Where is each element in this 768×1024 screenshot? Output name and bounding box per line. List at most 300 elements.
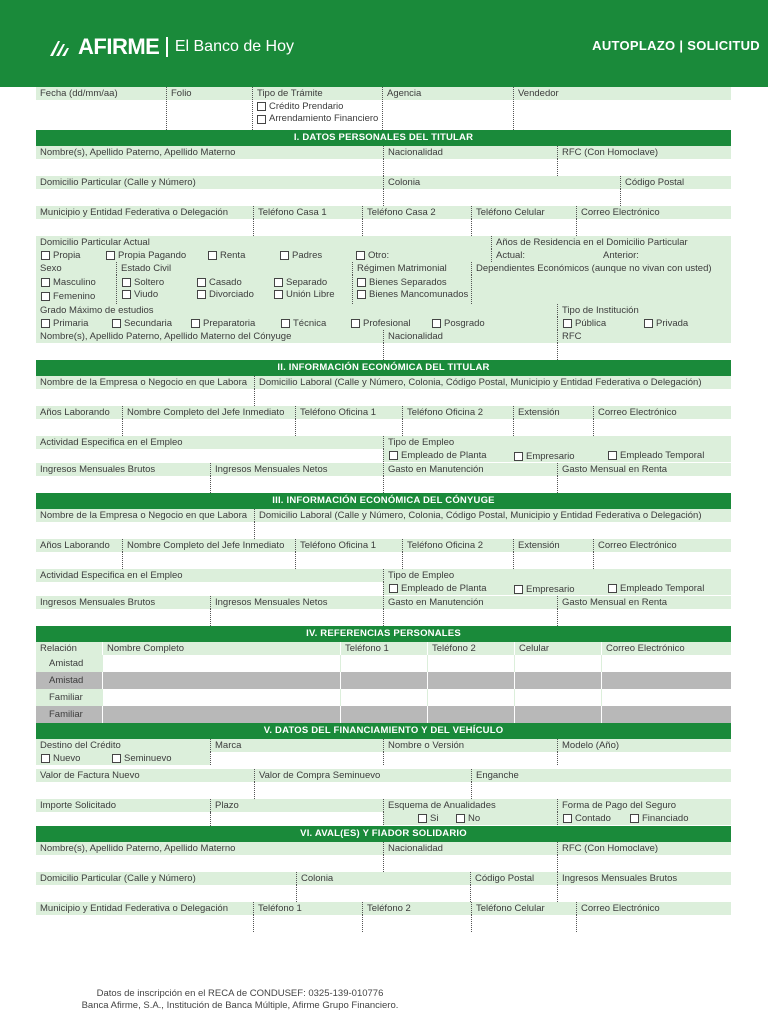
s3-row4-inputs (36, 609, 731, 626)
s1-nombre-input[interactable] (36, 159, 383, 176)
s3-planta-label: Empleado de Planta (401, 583, 487, 594)
nuevo-checkbox[interactable] (41, 754, 50, 763)
s1-cp-input[interactable] (620, 189, 731, 206)
s1-conyuge-label: Nombre(s), Apellido Paterno, Apellido Materno del Cónyuge (40, 331, 292, 342)
opt-propia[interactable] (41, 250, 80, 261)
s4-header-row (36, 642, 731, 655)
s1-correo-label: Correo Electrónico (576, 206, 731, 219)
s1-estado-civil-options (116, 275, 352, 304)
s1-tel-casa1-input[interactable] (253, 219, 362, 236)
viudo-checkbox[interactable] (122, 290, 131, 299)
s1-nacionalidad2-input[interactable] (383, 343, 557, 360)
s5-version-label: Nombre o Versión (383, 739, 557, 752)
opt-contado[interactable] (563, 813, 611, 824)
s5-importe-input[interactable] (36, 812, 210, 826)
s2-empresa-input[interactable] (36, 389, 254, 406)
s2-tipo-empleo-options (383, 449, 731, 462)
soltero-checkbox[interactable] (122, 278, 131, 287)
s2-actividad-label: Actividad Especifica en el Empleo (40, 437, 183, 448)
masculino-label: Masculino (53, 277, 96, 288)
s1-anios-label: Años de Residencia en el Domicilio Particular (491, 236, 731, 249)
ref-tel1-1[interactable] (340, 655, 427, 672)
s2-tipo-empleo-label: Tipo de Empleo (383, 436, 731, 449)
ref-tel2-1[interactable] (427, 655, 514, 672)
s2-manutencion-label: Gasto en Manutención (383, 463, 557, 476)
opt-renta[interactable] (208, 250, 245, 261)
s5-valor-factura-input[interactable] (36, 782, 254, 799)
union-libre-label: Unión Libre (286, 289, 335, 300)
s2-domicilio-input[interactable] (254, 389, 731, 406)
s1-row3-labels (36, 206, 731, 219)
s3-correo-input[interactable] (593, 552, 731, 569)
s1-nombre-label: Nombre(s), Apellido Paterno, Apellido Materno (40, 147, 236, 158)
s5-modelo-input[interactable] (557, 752, 731, 765)
s5-valor-compra-label: Valor de Compra Seminuevo (254, 769, 471, 782)
s3-jefe-label: Nombre Completo del Jefe Inmediato (122, 539, 295, 552)
financiado-checkbox[interactable] (630, 814, 639, 823)
brand-logo (48, 34, 294, 60)
s4-col-tel1: Teléfono 1 (340, 642, 427, 655)
opt-masculino[interactable] (41, 277, 96, 288)
folio-field[interactable] (166, 87, 252, 130)
s6-row2-labels (36, 872, 731, 885)
s1-vivienda-options (36, 249, 491, 262)
publica-label: Pública (575, 318, 607, 329)
s3-opt-empresario[interactable] (514, 584, 575, 595)
profesional-checkbox[interactable] (351, 319, 360, 328)
masculino-checkbox[interactable] (41, 278, 50, 287)
propia-pagando-checkbox[interactable] (106, 251, 115, 260)
s1-row5-labels (36, 262, 731, 275)
ref-celular-1[interactable] (514, 655, 601, 672)
s1-correo-input[interactable] (576, 219, 731, 236)
opt-bienes-mancomunados[interactable] (357, 289, 468, 300)
s1-row4-labels (36, 236, 731, 249)
table-row (36, 689, 731, 706)
s3-correo-label: Correo Electrónico (593, 539, 731, 552)
s5-valor-compra-input[interactable] (254, 782, 471, 799)
s6-nombre-input[interactable] (36, 855, 383, 872)
s3-netos-input[interactable] (210, 609, 383, 626)
s2-actividad-input[interactable] (36, 449, 383, 463)
preparatoria-checkbox[interactable] (191, 319, 200, 328)
section-2-header: II. INFORMACIÓN ECONÓMICA DEL TITULAR (36, 360, 731, 376)
folio-label: Folio (171, 88, 192, 99)
s3-temporal-checkbox[interactable] (608, 584, 617, 593)
s2-opt-empresario[interactable] (514, 451, 575, 462)
section-5-header: V. DATOS DEL FINANCIAMIENTO Y DEL VEHÍCULO (36, 723, 731, 739)
divorciado-label: Divorciado (209, 289, 254, 300)
s6-tel2-input[interactable] (362, 915, 471, 932)
s2-temporal-checkbox[interactable] (608, 451, 617, 460)
s5-row1-labels (36, 739, 731, 752)
ref-celular-2[interactable] (514, 672, 601, 689)
s2-row2-labels (36, 406, 731, 419)
s2-empresa-label: Nombre de la Empresa o Negocio en que Labora (40, 377, 248, 388)
s2-row4-inputs (36, 476, 731, 493)
s2-row1-labels (36, 376, 731, 389)
opt-privada[interactable] (644, 318, 688, 329)
s3-jefe-input[interactable] (122, 552, 295, 569)
opt-otro[interactable] (356, 250, 389, 261)
s6-rfc-label: RFC (Con Homoclave) (557, 842, 731, 855)
opt-padres[interactable] (280, 250, 322, 261)
s3-tipo-empleo-options (383, 582, 731, 595)
s3-empresario-label: Empresario (526, 584, 575, 595)
s3-anios-input[interactable] (36, 552, 122, 569)
s6-row1-labels (36, 842, 731, 855)
vendedor-field[interactable] (513, 87, 731, 130)
s2-manutencion-input[interactable] (383, 476, 557, 493)
s3-manutencion-input[interactable] (383, 609, 557, 626)
s1-regimen-options (352, 275, 471, 304)
s3-tel1-input[interactable] (295, 552, 402, 569)
s1-nacionalidad-input[interactable] (383, 159, 557, 176)
secundaria-checkbox[interactable] (112, 319, 121, 328)
privada-label: Privada (656, 318, 689, 329)
s1-regimen-label: Régimen Matrimonial (352, 262, 471, 275)
ref-tel2-3[interactable] (427, 689, 514, 706)
section-6-header: VI. AVAL(ES) Y FIADOR SOLIDARIO (36, 826, 731, 842)
s3-brutos-label: Ingresos Mensuales Brutos (40, 597, 156, 608)
ref-nombre-1[interactable] (102, 655, 340, 672)
s1-estado-civil-label: Estado Civil (116, 262, 352, 275)
s1-municipio-input[interactable] (36, 219, 253, 236)
s1-colonia-label: Colonia (383, 176, 620, 189)
ref-tel2-2[interactable] (427, 672, 514, 689)
s5-importe-label: Importe Solicitado (40, 800, 117, 811)
s6-cel-input[interactable] (471, 915, 576, 932)
s2-planta-checkbox[interactable] (389, 451, 398, 460)
s3-anios-label: Años Laborando (40, 540, 110, 551)
s2-brutos-input[interactable] (36, 476, 210, 493)
femenino-checkbox[interactable] (41, 292, 50, 301)
opt-preparatoria[interactable] (191, 318, 255, 329)
s3-opt-temporal[interactable] (608, 583, 704, 594)
si-label: Si (430, 813, 439, 824)
s1-domicilio-input[interactable] (36, 189, 383, 206)
credito-prendario-checkbox[interactable] (257, 102, 266, 111)
s6-domicilio-input[interactable] (36, 885, 296, 902)
s1-nacionalidad-label: Nacionalidad (383, 146, 557, 159)
nuevo-label: Nuevo (53, 753, 81, 764)
s5-version-input[interactable] (383, 752, 557, 765)
s1-tel-cel-input[interactable] (471, 219, 576, 236)
privada-checkbox[interactable] (644, 319, 653, 328)
actual-label: Actual: (496, 250, 526, 261)
s1-row5-options (36, 275, 731, 304)
s1-dom-actual-label: Domicilio Particular Actual (40, 237, 150, 248)
opt-secundaria[interactable] (112, 318, 172, 329)
opt-divorciado[interactable] (197, 289, 254, 300)
s2-empresario-checkbox[interactable] (514, 452, 523, 461)
s2-row1-inputs (36, 389, 731, 406)
opt-seminuevo[interactable] (112, 753, 172, 764)
ref-nombre-4[interactable] (102, 706, 340, 723)
s1-row7-inputs (36, 343, 731, 360)
s3-tipo-empleo-label: Tipo de Empleo (383, 569, 731, 582)
s2-jefe-input[interactable] (122, 419, 295, 436)
tipo-tramite-label: Tipo de Trámite (257, 88, 323, 99)
ref-nombre-2[interactable] (102, 672, 340, 689)
fecha-label: Fecha (dd/mm/aa) (40, 88, 118, 99)
s1-rfc-input[interactable] (557, 159, 731, 176)
s3-ext-label: Extensión (513, 539, 593, 552)
s6-colonia-label: Colonia (296, 872, 470, 885)
opt-publica[interactable] (563, 318, 606, 329)
primaria-checkbox[interactable] (41, 319, 50, 328)
renta-label: Renta (220, 250, 246, 261)
ref-tel1-3[interactable] (340, 689, 427, 706)
profesional-label: Profesional (363, 318, 411, 329)
s1-dependientes-input[interactable] (471, 275, 731, 304)
s5-enganche-label: Enganche (471, 769, 731, 782)
s3-ext-input[interactable] (513, 552, 593, 569)
s2-netos-label: Ingresos Mensuales Netos (210, 463, 383, 476)
s1-anios-values (491, 249, 731, 262)
separado-label: Separado (286, 277, 328, 288)
agencia-label: Agencia (387, 88, 422, 99)
s2-tel2-input[interactable] (402, 419, 513, 436)
casado-checkbox[interactable] (197, 278, 206, 287)
s5-marca-label: Marca (210, 739, 383, 752)
soltero-label: Soltero (134, 277, 165, 288)
s2-tel1-input[interactable] (295, 419, 402, 436)
s3-tel2-label: Teléfono Oficina 2 (402, 539, 513, 552)
opt-tecnica[interactable] (281, 318, 326, 329)
arrendamiento-label: Arrendamiento Financiero (269, 113, 379, 124)
s4-col-relacion: Relación (40, 643, 77, 654)
s6-rfc-input[interactable] (557, 855, 731, 872)
tipo-tramite-field (252, 87, 382, 130)
s5-row2-inputs (36, 782, 731, 799)
s3-renta-input[interactable] (557, 609, 731, 626)
s5-enganche-input[interactable] (471, 782, 731, 799)
s3-actividad-input[interactable] (36, 582, 383, 596)
s1-tipo-inst-options (557, 317, 731, 330)
union-libre-checkbox[interactable] (274, 290, 283, 299)
s2-planta-label: Empleado de Planta (401, 450, 487, 461)
ref-tel2-4[interactable] (427, 706, 514, 723)
ref-relacion-3: Familiar (36, 689, 102, 706)
ref-correo-3[interactable] (601, 689, 731, 706)
s1-sexo-options (36, 275, 116, 304)
primaria-label: Primaria (53, 318, 89, 329)
s6-tel2-label: Teléfono 2 (362, 902, 471, 915)
bienes-mancomunados-checkbox[interactable] (357, 290, 366, 299)
s6-domicilio-label: Domicilio Particular (Calle y Número) (40, 873, 196, 884)
s6-correo-label: Correo Electrónico (576, 902, 731, 915)
otro-checkbox[interactable] (356, 251, 365, 260)
posgrado-checkbox[interactable] (432, 319, 441, 328)
s1-tel-casa2-label: Teléfono Casa 2 (362, 206, 471, 219)
s5-marca-input[interactable] (210, 752, 383, 765)
s2-correo-label: Correo Electrónico (593, 406, 731, 419)
s5-plazo-input[interactable] (210, 812, 383, 826)
s3-empresario-checkbox[interactable] (514, 585, 523, 594)
application-form (36, 87, 731, 932)
opt-no[interactable] (456, 813, 480, 824)
divorciado-checkbox[interactable] (197, 290, 206, 299)
opt-separado[interactable] (274, 277, 327, 288)
s2-opt-planta[interactable] (389, 450, 487, 461)
propia-label: Propia (53, 250, 81, 261)
ref-celular-4[interactable] (514, 706, 601, 723)
s6-cp-label: Código Postal (470, 872, 557, 885)
s3-actividad-label: Actividad Especifica en el Empleo (40, 570, 183, 581)
s3-row4-labels (36, 596, 731, 609)
opt-casado[interactable] (197, 277, 242, 288)
s6-ingresos-input[interactable] (557, 885, 731, 902)
s6-nacionalidad-input[interactable] (383, 855, 557, 872)
s1-domicilio-label: Domicilio Particular (Calle y Número) (40, 177, 196, 188)
s2-correo-input[interactable] (593, 419, 731, 436)
fecha-field[interactable] (36, 87, 166, 130)
s1-grado-options (36, 317, 557, 330)
afirme-logo-icon (48, 37, 74, 57)
opt-nuevo[interactable] (41, 753, 80, 764)
s3-row3-labels (36, 569, 731, 582)
s2-domicilio-label: Domicilio Laboral (Calle y Número, Colonia, Código Postal, Municipio y Entidad Federativa o Delegación) (254, 376, 731, 389)
section-3-header: III. INFORMACIÓN ECONÓMICA DEL CÓNYUGE (36, 493, 731, 509)
bienes-separados-label: Bienes Separados (369, 277, 447, 288)
arrendamiento-checkbox[interactable] (257, 115, 266, 124)
bienes-mancomunados-label: Bienes Mancomunados (369, 289, 469, 300)
ref-relacion-4: Familiar (49, 709, 83, 720)
contado-checkbox[interactable] (563, 814, 572, 823)
s1-tel-casa2-input[interactable] (362, 219, 471, 236)
s1-municipio-label: Municipio y Entidad Federativa o Delegación (40, 207, 228, 218)
s5-forma-pago-options (557, 812, 731, 825)
ref-correo-1[interactable] (601, 655, 731, 672)
s6-tel1-input[interactable] (253, 915, 362, 932)
footer (0, 988, 480, 1012)
ref-nombre-3[interactable] (102, 689, 340, 706)
tecnica-checkbox[interactable] (281, 319, 290, 328)
s1-colonia-input[interactable] (383, 189, 620, 206)
s1-conyuge-input[interactable] (36, 343, 383, 360)
s2-temporal-label: Empleado Temporal (620, 450, 705, 461)
s2-renta-input[interactable] (557, 476, 731, 493)
seminuevo-checkbox[interactable] (112, 754, 121, 763)
ref-correo-4[interactable] (601, 706, 731, 723)
s6-correo-input[interactable] (576, 915, 731, 932)
s5-modelo-label: Modelo (Año) (557, 739, 731, 752)
s3-row1-inputs (36, 522, 731, 539)
agencia-field[interactable] (382, 87, 513, 130)
s2-anios-label: Años Laborando (40, 407, 110, 418)
s1-row1-inputs (36, 159, 731, 176)
renta-checkbox[interactable] (208, 251, 217, 260)
opt-viudo[interactable] (122, 289, 158, 300)
ref-tel1-4[interactable] (340, 706, 427, 723)
bienes-separados-checkbox[interactable] (357, 278, 366, 287)
propia-pagando-label: Propia Pagando (118, 250, 187, 261)
s4-col-celular: Celular (514, 642, 601, 655)
table-row (36, 655, 731, 672)
ref-celular-3[interactable] (514, 689, 601, 706)
s6-cp-input[interactable] (470, 885, 557, 902)
s6-municipio-input[interactable] (36, 915, 253, 932)
s6-colonia-input[interactable] (296, 885, 470, 902)
s3-planta-checkbox[interactable] (389, 584, 398, 593)
opt-propia-pagando[interactable] (106, 250, 186, 261)
s3-opt-planta[interactable] (389, 583, 487, 594)
s3-brutos-input[interactable] (36, 609, 210, 626)
document-title: AUTOPLAZO | SOLICITUD (592, 38, 760, 53)
s3-row1-labels (36, 509, 731, 522)
s6-nombre-label: Nombre(s), Apellido Paterno, Apellido Materno (40, 843, 236, 854)
s2-netos-input[interactable] (210, 476, 383, 493)
s3-empresa-input[interactable] (36, 522, 254, 539)
s5-row3-inputs (36, 812, 731, 826)
s3-row2-labels (36, 539, 731, 552)
s1-grado-label: Grado Máximo de estudios (40, 305, 154, 316)
s1-tipo-inst-label: Tipo de Institución (557, 304, 731, 317)
opt-financiado[interactable] (630, 813, 688, 824)
opt-bienes-separados[interactable] (357, 277, 447, 288)
s1-nacionalidad2-label: Nacionalidad (383, 330, 557, 343)
section-4-header: IV. REFERENCIAS PERSONALES (36, 626, 731, 642)
opt-posgrado[interactable] (432, 318, 485, 329)
section-1-header: I. DATOS PERSONALES DEL TITULAR (36, 130, 731, 146)
s3-domicilio-input[interactable] (254, 522, 731, 539)
si-checkbox[interactable] (418, 814, 427, 823)
s1-row6-options (36, 317, 731, 330)
s2-anios-input[interactable] (36, 419, 122, 436)
s5-row2-labels (36, 769, 731, 782)
s2-ext-input[interactable] (513, 419, 593, 436)
propia-checkbox[interactable] (41, 251, 50, 260)
separado-checkbox[interactable] (274, 278, 283, 287)
s5-esquema-options (383, 812, 557, 825)
no-checkbox[interactable] (456, 814, 465, 823)
s3-tel2-input[interactable] (402, 552, 513, 569)
s1-row2-labels (36, 176, 731, 189)
opt-primaria[interactable] (41, 318, 88, 329)
s6-row2-inputs (36, 885, 731, 902)
s6-tel1-label: Teléfono 1 (253, 902, 362, 915)
s6-municipio-label: Municipio y Entidad Federativa o Delegación (40, 903, 228, 914)
s1-dependientes-label: Dependientes Económicos (aunque no vivan con usted) (471, 262, 731, 275)
s1-row4-options (36, 249, 731, 262)
opt-profesional[interactable] (351, 318, 411, 329)
opt-union-libre[interactable] (274, 289, 335, 300)
s5-row1-inputs (36, 752, 731, 765)
s4-col-correo: Correo Electrónico (601, 642, 731, 655)
s2-opt-temporal[interactable] (608, 450, 704, 461)
padres-checkbox[interactable] (280, 251, 289, 260)
s3-manutencion-label: Gasto en Manutención (383, 596, 557, 609)
s3-temporal-label: Empleado Temporal (620, 583, 705, 594)
s2-renta-label: Gasto Mensual en Renta (557, 463, 731, 476)
s2-brutos-label: Ingresos Mensuales Brutos (40, 464, 156, 475)
brand-tagline: El Banco de Hoy (174, 38, 295, 55)
s4-col-tel2: Teléfono 2 (427, 642, 514, 655)
s3-empresa-label: Nombre de la Empresa o Negocio en que Labora (40, 510, 248, 521)
publica-checkbox[interactable] (563, 319, 572, 328)
s1-sexo-label: Sexo (40, 263, 62, 274)
s1-rfc2-input[interactable] (557, 343, 731, 360)
brand-divider (166, 37, 168, 57)
ref-relacion-1: Amistad (36, 655, 102, 672)
opt-soltero[interactable] (122, 277, 164, 288)
ref-correo-2[interactable] (601, 672, 731, 689)
opt-femenino[interactable] (41, 291, 95, 302)
s5-forma-pago-label: Forma de Pago del Seguro (557, 799, 731, 812)
opt-si[interactable] (418, 813, 438, 824)
ref-tel1-2[interactable] (340, 672, 427, 689)
